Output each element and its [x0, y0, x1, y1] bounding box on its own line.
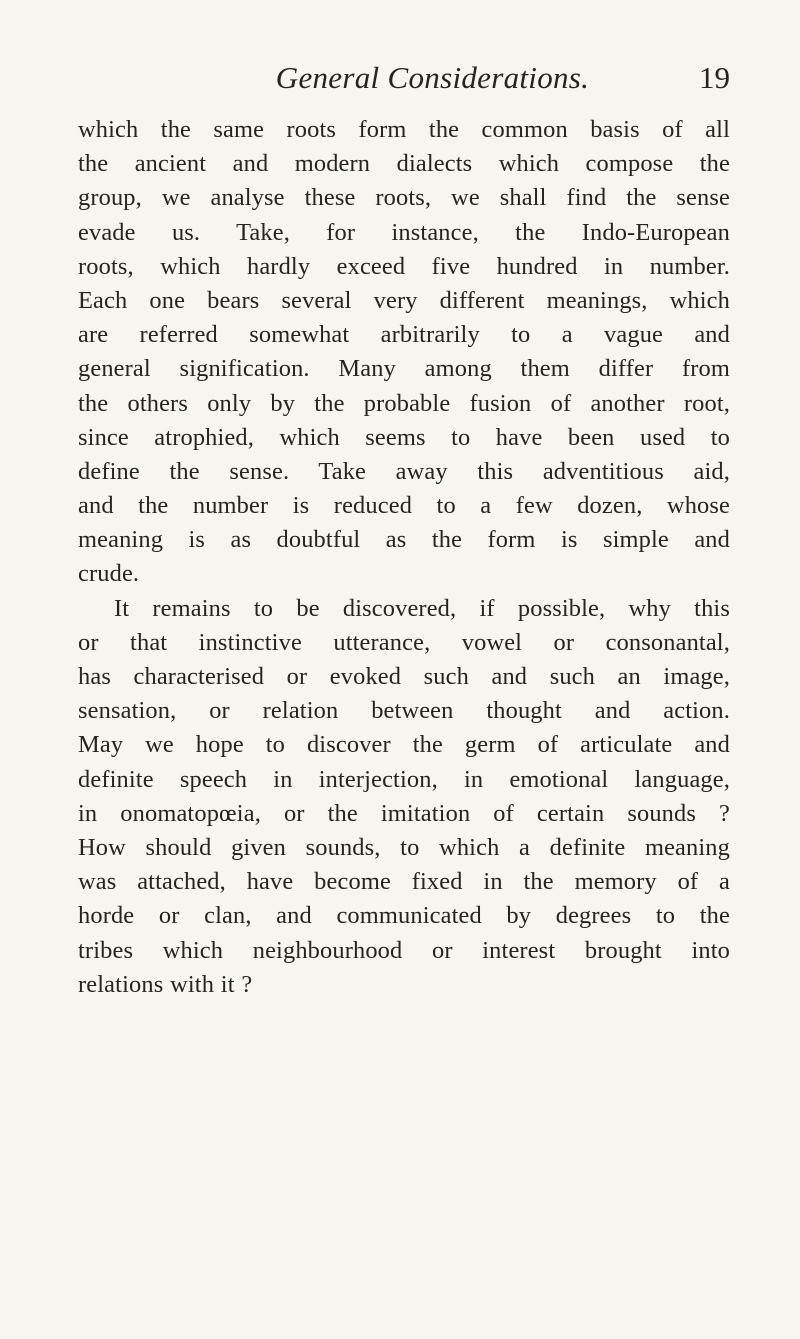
running-title: General Considerations. [275, 60, 590, 95]
text-line: group, we analyse these roots, we shall find the sense [78, 184, 730, 212]
text-line: Each one bears several very different meanings, which [78, 286, 730, 314]
text-line: or that instinctive utterance, vowel or consonantal, [78, 628, 730, 656]
text-line: was attached, have become fixed in the memory of a [78, 868, 730, 896]
text-line: which the same roots form the common basis of all [78, 116, 730, 143]
paragraph-2 [78, 592, 730, 1002]
text-line: the others only by the probable fusion of another root, [78, 389, 730, 417]
text-line: roots, which hardly exceed five hundred in number. [78, 252, 730, 280]
text-line: meaning is as doubtful as the form is simple and [78, 526, 730, 554]
text-line: horde or clan, and communicated by degrees to the [78, 902, 730, 930]
text-line: sensation, or relation between thought and action. [78, 697, 730, 725]
text-line: How should given sounds, to which a definite meaning [78, 833, 730, 861]
running-head [40, 60, 730, 100]
text-line: May we hope to discover the germ of articulate and [78, 731, 730, 759]
text-line: definite speech in interjection, in emotional language, [78, 765, 730, 793]
body-text [78, 113, 730, 1002]
text-line: general signification. Many among them differ from [78, 355, 730, 383]
text-line: in onomatopœia, or the imitation of certain sounds ? [78, 799, 730, 827]
text-line: tribes which neighbourhood or interest brought into [78, 936, 730, 964]
text-line: relations with it ? [78, 970, 253, 998]
text-line: has characterised or evoked such and such an image, [78, 663, 730, 690]
text-line: evade us. Take, for instance, the Indo-European [78, 218, 730, 246]
text-line: and the number is reduced to a few dozen, whose [78, 492, 730, 520]
text-line: define the sense. Take away this adventitious aid, [78, 457, 730, 485]
text-line: It remains to be discovered, if possible, why this [114, 594, 730, 622]
paragraph-1 [78, 113, 730, 592]
text-line: crude. [78, 560, 140, 588]
text-line: since atrophied, which seems to have been used to [78, 423, 730, 451]
page-number: 19 [699, 60, 730, 95]
text-line: are referred somewhat arbitrarily to a vague and [78, 321, 730, 349]
text-line: the ancient and modern dialects which compose the [78, 150, 730, 178]
